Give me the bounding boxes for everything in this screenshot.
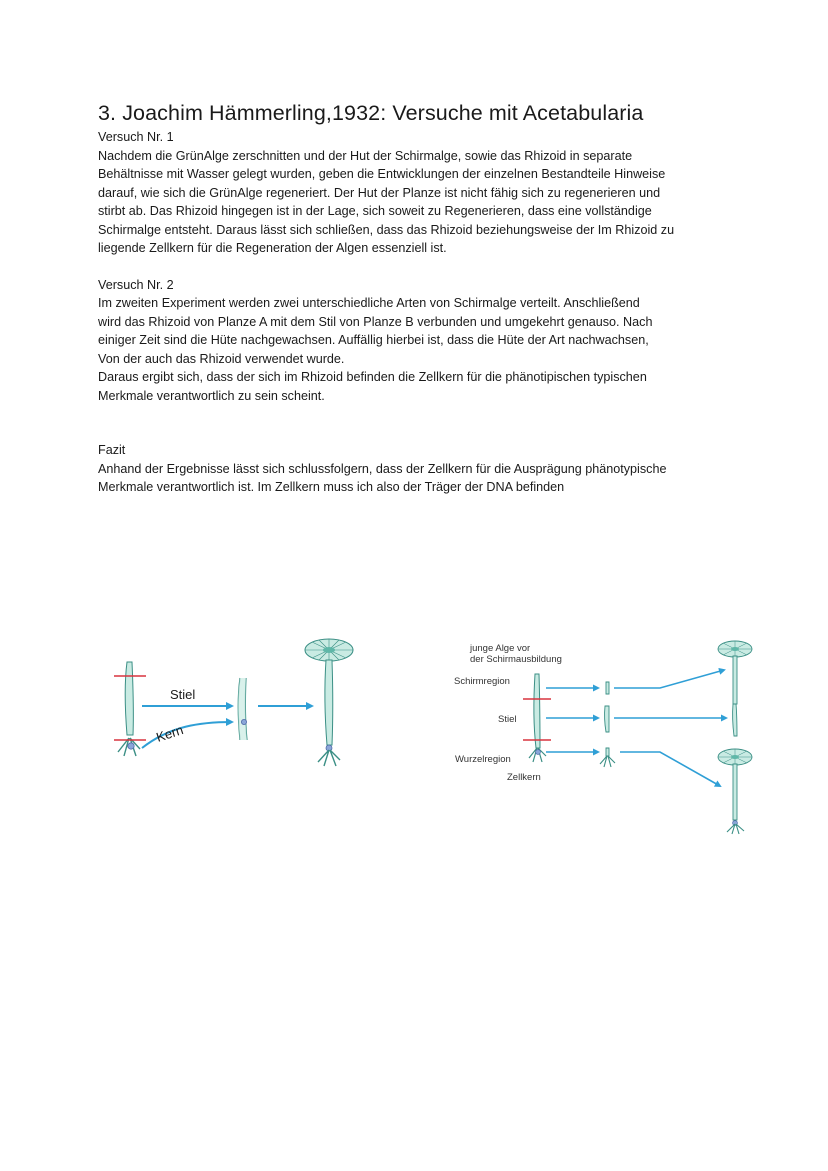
- section-2-line: Daraus ergibt sich, dass der sich im Rhizoid befinden die Zellkern für die phänotipischen typischen: [98, 370, 647, 384]
- section-1-line: stirbt ab. Das Rhizoid hingegen ist in der Lage, sich soweit zu Regenerieren, dass eine vollständige: [98, 204, 652, 218]
- result-cap-alga-icon: [718, 641, 752, 704]
- label-kern: Kern: [154, 722, 186, 745]
- fazit-heading: Fazit: [98, 443, 126, 457]
- cut-alga-icon: [114, 662, 146, 756]
- label-junge-alge: junge Alge vor: [470, 643, 531, 654]
- fazit-line: Anhand der Ergebnisse lässt sich schlussfolgern, dass der Zellkern für die Ausprägung phänotypische: [98, 461, 667, 476]
- regenerated-alga-icon: [305, 639, 353, 766]
- section-2-heading: Versuch Nr. 2: [98, 277, 174, 292]
- figure-left-experiment-1: [100, 630, 370, 780]
- section-1-line: darauf, wie sich die GrünAlge regeneriert. Der Hut der Planze ist nicht fähig sich zu regenerieren und: [98, 185, 661, 200]
- section-1-line: liegende Zellkern für die Regeneration der Algen essenziell ist.: [98, 241, 447, 255]
- section-1-text: [98, 147, 738, 258]
- result-arrow-wurzel: [620, 752, 720, 786]
- result-stalk-icon: [733, 704, 737, 736]
- label-stiel-right: Stiel: [498, 714, 517, 725]
- section-1-line: Schirmalge entsteht. Daraus lässt sich schließen, dass das Rhizoid beziehungsweise der Im Rhizoid zu: [98, 222, 675, 237]
- label-schirmausbildung: der Schirmausbildung: [470, 654, 562, 665]
- section-1-line: Behältnisse mit Wasser gelegt wurden, geben die Entwicklungen der einzelnen Bestandteile Hinweise: [98, 167, 666, 181]
- section-1-heading: Versuch Nr. 1: [98, 130, 174, 144]
- section-2-line: einiger Zeit sind die Hüte nachgewachsen. Auffällig hierbei ist, dass die Hüte der Art nachwachsen,: [98, 333, 649, 347]
- section-2-text: [98, 294, 738, 405]
- grafted-fragment-icon: [238, 678, 247, 740]
- document-title: 3. Joachim Hämmerling,1932: Versuche mit Acetabularia: [98, 101, 644, 125]
- label-zellkern: Zellkern: [507, 772, 541, 783]
- fragments-icon: [600, 682, 615, 767]
- fazit-line: Merkmale verantwortlich ist. Im Zellkern muss ich also der Träger der DNA befinden: [98, 480, 565, 494]
- section-1-line: Nachdem die GrünAlge zerschnitten und der Hut der Schirmalge, sowie das Rhizoid in separate: [98, 148, 633, 163]
- figure-right-experiment-2: [450, 636, 760, 836]
- section-2-line: wird das Rhizoid von Planze A mit dem Stil von Planze B verbunden und umgekehrt genauso. Nach: [98, 314, 653, 329]
- section-2-line: Im zweiten Experiment werden zwei unterschiedliche Arten von Schirmalge verteilt. Anschließend: [98, 296, 640, 310]
- fazit-text: [98, 460, 738, 497]
- label-schirmregion: Schirmregion: [454, 676, 510, 687]
- result-arrow-schirm: [614, 670, 724, 688]
- label-wurzelregion: Wurzelregion: [455, 754, 511, 765]
- result-full-alga-icon: [718, 749, 752, 834]
- label-stiel: Stiel: [170, 687, 196, 702]
- section-2-line: Von der auch das Rhizoid verwendet wurde.: [98, 351, 345, 366]
- document-body: [98, 100, 738, 497]
- section-2-line: Merkmale verantwortlich zu sein scheint.: [98, 388, 325, 403]
